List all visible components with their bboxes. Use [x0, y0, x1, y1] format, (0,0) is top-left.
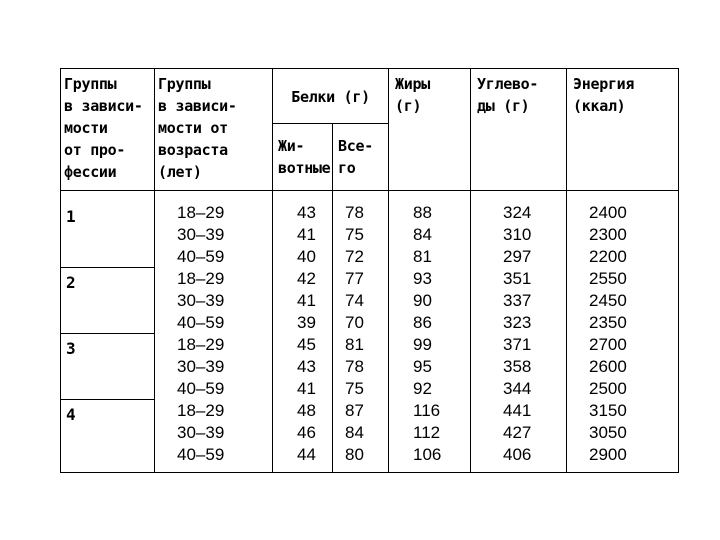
fat-value: 92 [413, 379, 432, 398]
protein-animal-value: 46 [297, 423, 316, 442]
header-row-top [61, 69, 679, 124]
protein-total-value: 87 [345, 401, 364, 420]
fat-value: 116 [413, 401, 441, 420]
protein-animal-value: 48 [297, 401, 316, 420]
header-profession-group: Группы в зависи- мости от про- фессии [61, 69, 155, 191]
fat-value: 112 [413, 423, 441, 442]
age-range-value: 30–39 [177, 423, 225, 442]
fat-value: 88 [413, 203, 432, 222]
fat-value: 99 [413, 335, 432, 354]
protein-animal-value: 42 [297, 269, 316, 288]
header-protein-label: Белки (г) [291, 88, 370, 106]
energy-value: 2500 [589, 379, 627, 398]
protein-animal-value: 43 [297, 357, 316, 376]
protein-animal-column [273, 191, 333, 473]
protein-animal-value: 41 [297, 225, 316, 244]
profession-group-value: 2 [66, 273, 76, 292]
age-range-value: 40–59 [177, 445, 225, 464]
profession-group-cell [61, 334, 154, 400]
protein-animal-value: 39 [297, 313, 316, 332]
fat-value: 106 [413, 445, 442, 464]
carbs-column [471, 191, 567, 473]
energy-value: 2350 [589, 313, 627, 332]
energy-value: 3050 [589, 423, 627, 442]
age-range-value: 18–29 [177, 203, 225, 222]
age-range-value: 30–39 [177, 357, 225, 376]
protein-total-value: 75 [345, 379, 364, 398]
carbs-value: 337 [503, 291, 532, 310]
energy-value: 2550 [589, 269, 627, 288]
protein-total-value: 84 [345, 423, 364, 442]
header-carbs: Углево- ды (г) [471, 69, 567, 191]
protein-total-value: 70 [345, 313, 364, 332]
energy-value: 2900 [589, 445, 627, 464]
energy-value: 2300 [589, 225, 627, 244]
protein-total-value: 74 [345, 291, 364, 310]
protein-animal-value: 43 [297, 203, 316, 222]
energy-value: 2700 [589, 335, 627, 354]
protein-total-value: 77 [345, 269, 364, 288]
age-range-value: 18–29 [177, 401, 225, 420]
protein-total-value: 78 [345, 203, 364, 222]
table-body-row [61, 191, 679, 473]
fat-value: 93 [413, 269, 432, 288]
carbs-value: 324 [503, 203, 532, 222]
energy-value: 2200 [589, 247, 627, 266]
fat-value: 84 [413, 225, 432, 244]
carbs-value: 344 [503, 379, 532, 398]
protein-total-column [333, 191, 389, 473]
profession-group-value: 1 [66, 207, 76, 226]
protein-animal-value: 45 [297, 335, 316, 354]
header-protein-animal: Жи- вотные [273, 124, 333, 191]
energy-column [567, 191, 679, 473]
carbs-value: 323 [503, 313, 532, 332]
profession-group-value: 3 [66, 339, 76, 358]
energy-value: 2600 [589, 357, 627, 376]
fat-value: 90 [413, 291, 432, 310]
age-range-value: 30–39 [177, 225, 225, 244]
fat-value: 95 [413, 357, 432, 376]
protein-total-value: 78 [345, 357, 364, 376]
carbs-value: 427 [503, 423, 532, 442]
energy-value: 2450 [589, 291, 627, 310]
carbs-value: 310 [503, 225, 532, 244]
carbs-value: 371 [503, 335, 532, 354]
header-energy: Энергия (ккал) [567, 69, 679, 191]
age-range-value: 18–29 [177, 335, 225, 354]
age-range-value: 40–59 [177, 379, 225, 398]
fat-value: 81 [413, 247, 432, 266]
carbs-value: 358 [503, 357, 532, 376]
age-range-value: 40–59 [177, 313, 225, 332]
header-protein-total: Все- го [333, 124, 389, 191]
protein-animal-value: 44 [297, 445, 316, 464]
fat-value: 86 [413, 313, 432, 332]
age-range-value: 30–39 [177, 291, 225, 310]
protein-total-value: 72 [345, 247, 364, 266]
age-range-value: 18–29 [177, 269, 225, 288]
carbs-value: 406 [503, 445, 532, 464]
profession-group-cell [61, 268, 154, 334]
carbs-value: 441 [503, 401, 532, 420]
energy-value: 2400 [589, 203, 627, 222]
profession-group-cell [61, 202, 154, 268]
profession-group-value: 4 [66, 405, 76, 424]
protein-total-value: 81 [345, 335, 364, 354]
protein-total-value: 80 [345, 445, 364, 464]
header-fat: Жиры (г) [389, 69, 471, 191]
protein-animal-value: 40 [297, 247, 316, 266]
header-protein [273, 69, 389, 124]
carbs-value: 297 [503, 247, 532, 266]
protein-total-value: 75 [345, 225, 364, 244]
protein-animal-value: 41 [297, 379, 316, 398]
protein-animal-value: 41 [297, 291, 316, 310]
age-range-value: 40–59 [177, 247, 225, 266]
profession-group-cell [61, 400, 154, 466]
fat-column [389, 191, 471, 473]
nutrition-table [60, 68, 679, 473]
carbs-value: 351 [503, 269, 532, 288]
energy-value: 3150 [589, 401, 627, 420]
profession-column [61, 191, 155, 473]
header-age-group: Группы в зависи- мости от возраста (лет) [155, 69, 273, 191]
age-range-column [155, 191, 273, 473]
